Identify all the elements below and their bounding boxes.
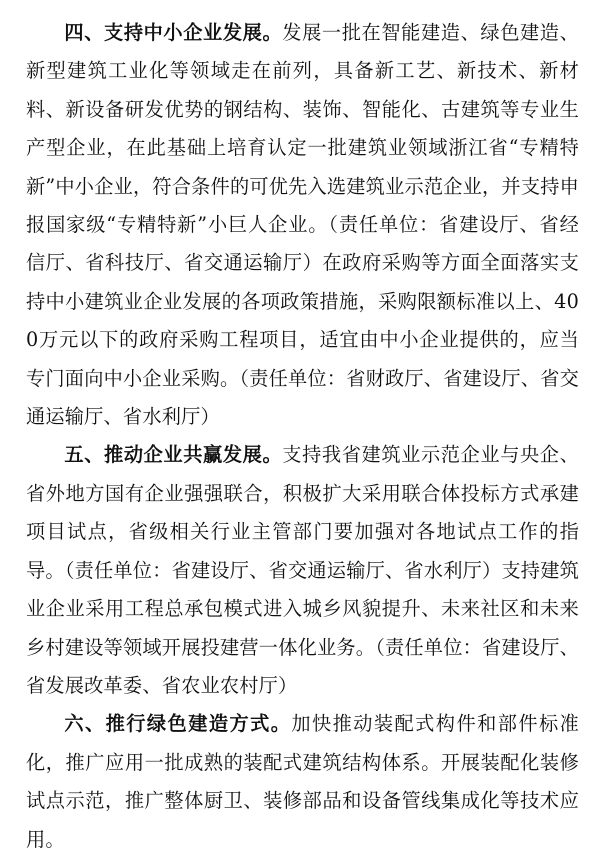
paragraph-4-heading: 四、支持中小企业发展。 bbox=[64, 21, 283, 44]
paragraph-6-body: 加快推动装配式构件和部件标准化，推广应用一批成熟的装配式建筑结构体系。开展装配化装修试点示范，推广整体厨卫、装修部品和设备管线集成化等技术应用。 bbox=[26, 712, 579, 851]
paragraph-5 bbox=[26, 436, 579, 705]
paragraph-4-body: 发展一批在智能建造、绿色建造、新型建筑工业化等领域走在前列，具备新工艺、新技术、新材料、新设备研发优势的钢结构、装饰、智能化、古建筑等专业生产型企业，在此基础上培育认定一批建筑业领域浙江省“专精特新”中小企业，符合条件的可优先入选建筑业示范企业，并支持申报国家级“专精特新”小巨人企业。（责任单位：省建设厅、省经信厅、省科技厅、省交通运输厅）在政府采购等方面全面落实支持中小建筑业企业发展的各项政策措施，采购限额标准以上、400万元以下的政府采购工程项目，适宜由中小企业提供的，应当专门面向中小企业采购。（责任单位：省财政厅、省建设厅、省交通运输厅、省水利厅） bbox=[26, 21, 580, 429]
paragraph-6-heading: 六、推行绿色建造方式。 bbox=[64, 712, 292, 736]
paragraph-6 bbox=[26, 705, 579, 859]
paragraph-5-heading: 五、推动企业共赢发展。 bbox=[64, 443, 283, 467]
paragraph-5-body: 支持我省建筑业示范企业与央企、省外地方国有企业强强联合，积极扩大采用联合体投标方式承建项目试点，省级相关行业主管部门要加强对各地试点工作的指导。（责任单位：省建设厅、省交通运输厅、省水利厅）支持建筑业企业采用工程总承包模式进入城乡风貌提升、未来社区和未来乡村建设等领域开展投建营一体化业务。（责任单位：省建设厅、省发展改革委、省农业农村厅） bbox=[26, 443, 580, 697]
paragraph-4 bbox=[26, 14, 579, 436]
